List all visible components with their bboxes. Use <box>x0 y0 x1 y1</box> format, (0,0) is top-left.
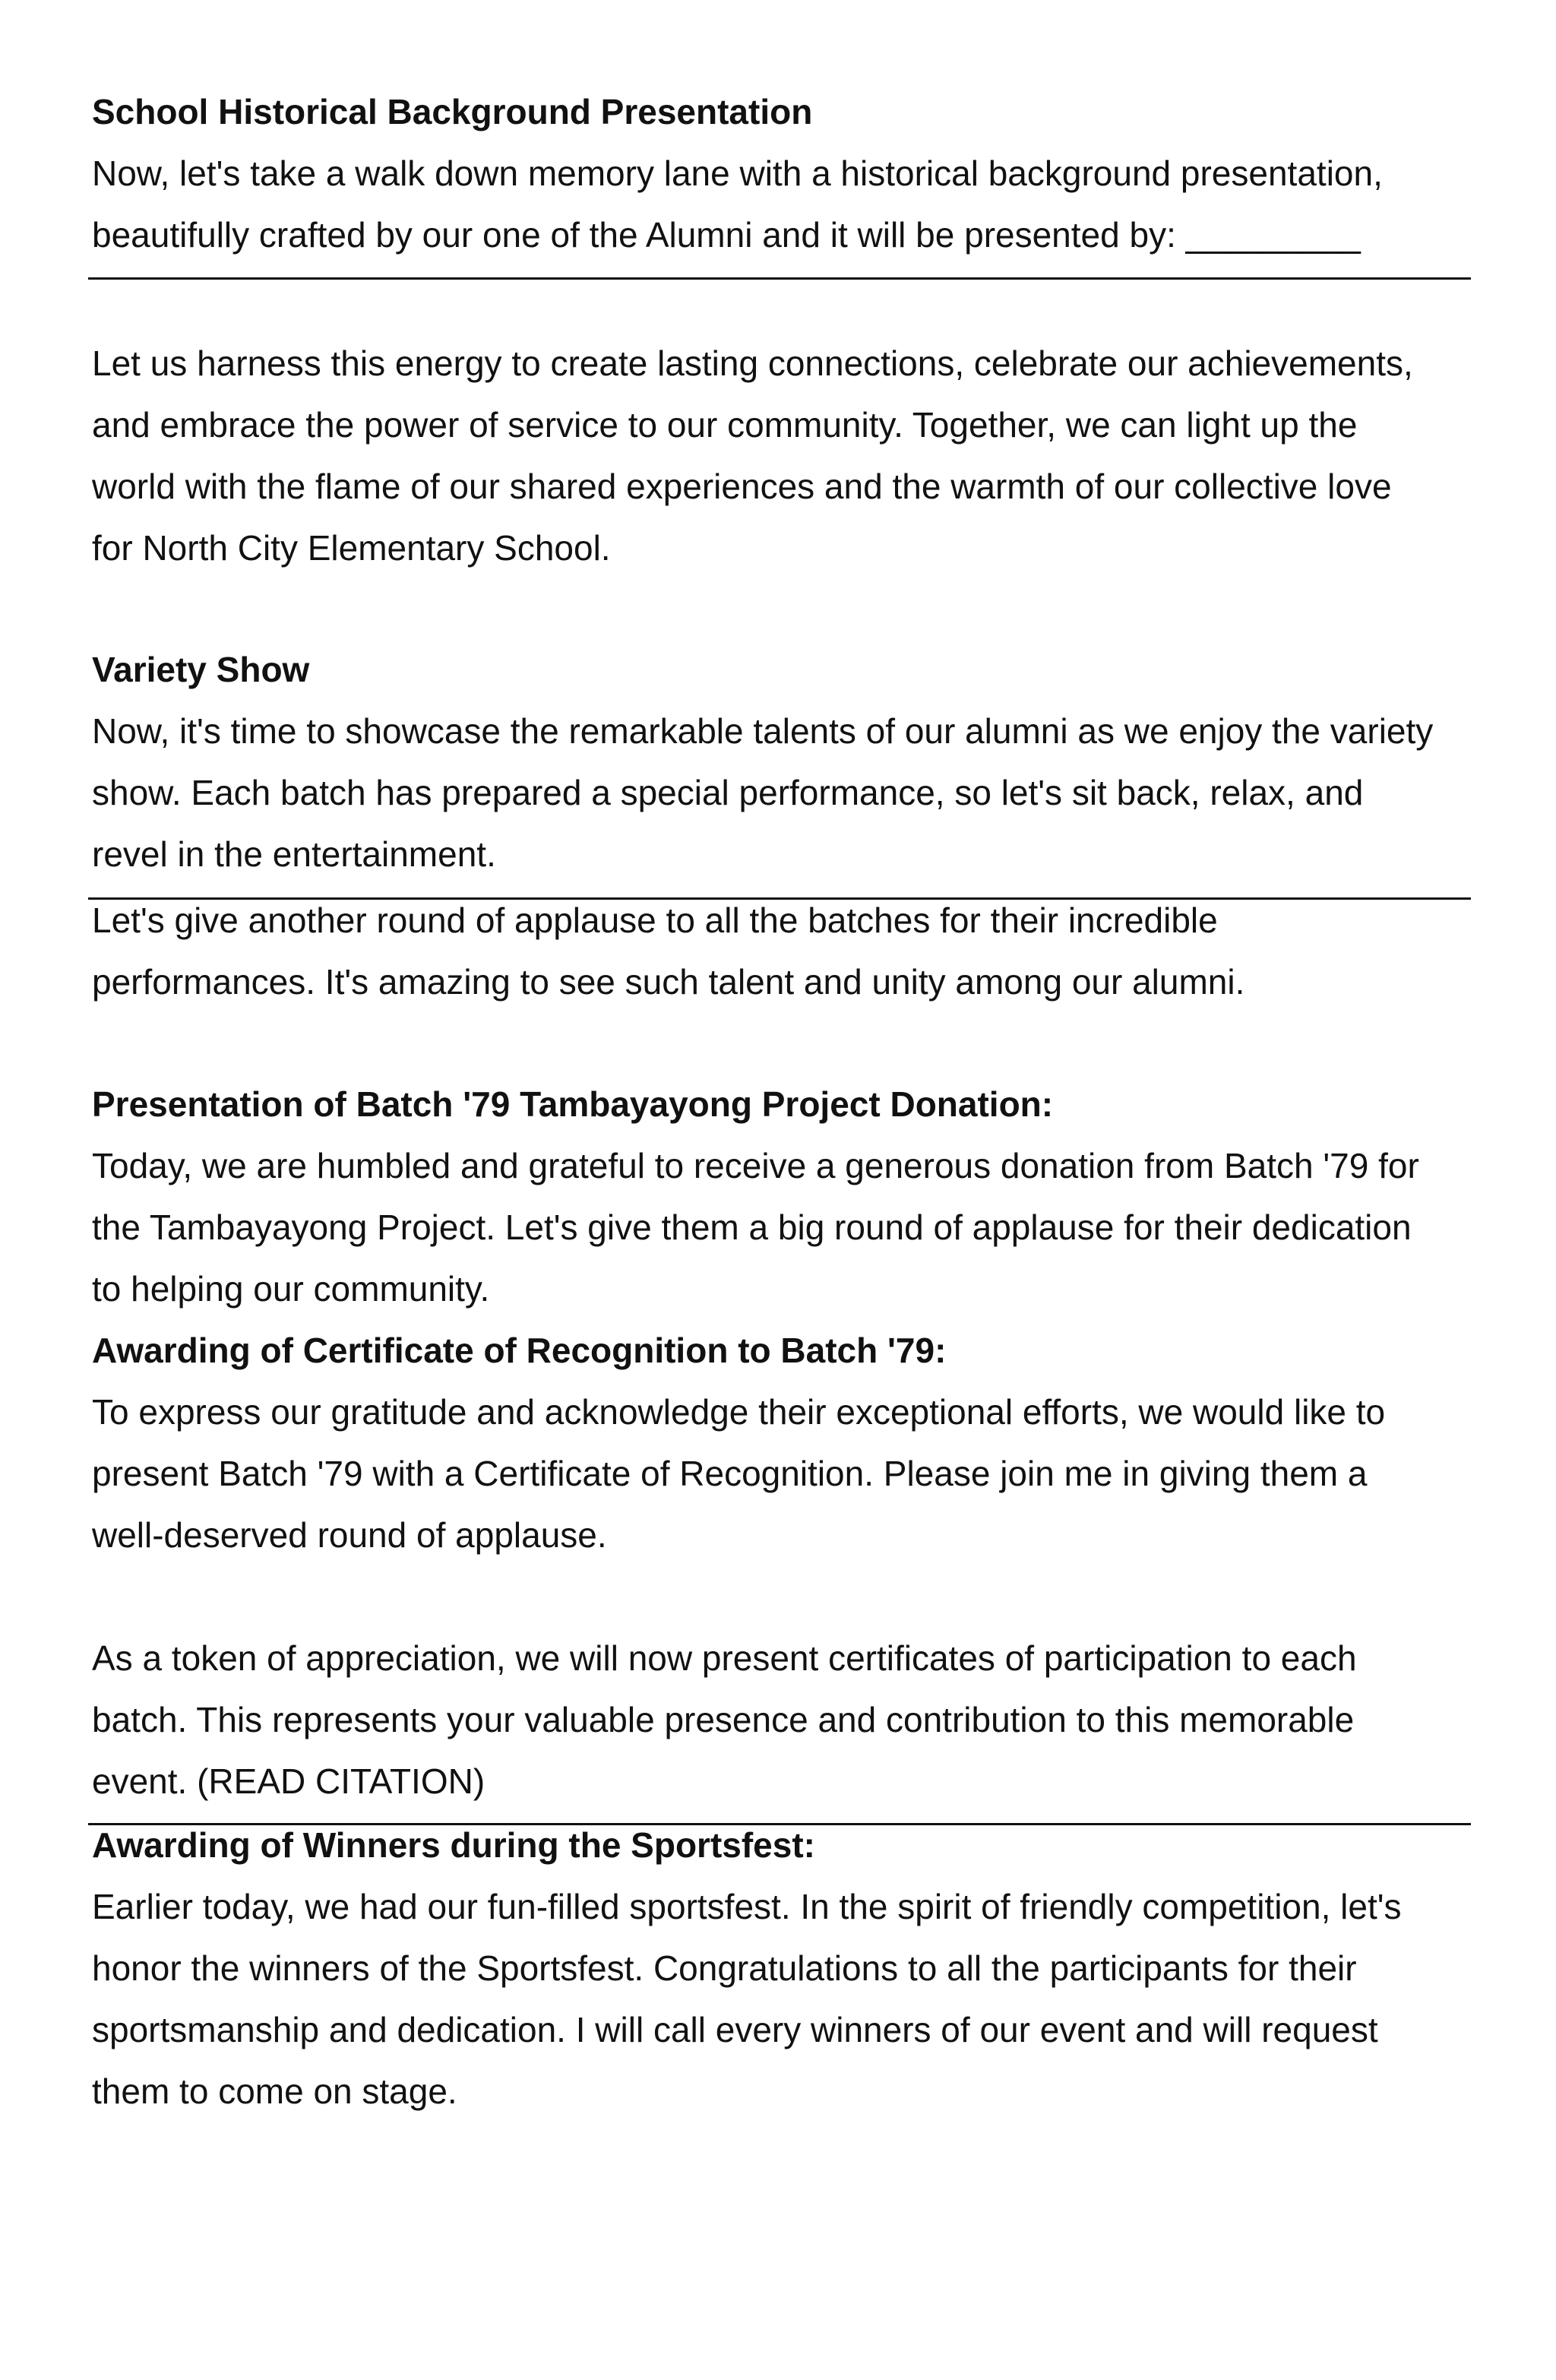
paragraph-variety-show <box>92 701 1475 885</box>
text-line: Now, it's time to showcase the remarkable talents of our alumni as we enjoy the variety <box>92 711 1434 751</box>
paragraph-sportsfest-winners <box>92 1876 1475 2122</box>
heading-batch-79-donation: Presentation of Batch '79 Tambayayong Project Donation: <box>92 1084 1054 1124</box>
text-line: show. Each batch has prepared a special performance, so let's sit back, relax, and <box>92 773 1364 812</box>
text-line: As a token of appreciation, we will now present certificates of participation to each <box>92 1638 1357 1678</box>
text-line: honor the winners of the Sportsfest. Congratulations to all the participants for their <box>92 1948 1357 1988</box>
text-line: revel in the entertainment. <box>92 834 496 874</box>
text-line: for North City Elementary School. <box>92 528 611 568</box>
text-line: Let's give another round of applause to all the batches for their incredible <box>92 900 1218 940</box>
text-line: well-deserved round of applause. <box>92 1515 607 1555</box>
heading-historical-background: School Historical Background Presentation <box>92 92 813 131</box>
text-line: Let us harness this energy to create lasting connections, celebrate our achievements, <box>92 343 1413 383</box>
heading-sportsfest-winners: Awarding of Winners during the Sportsfest: <box>92 1825 815 1865</box>
text-line: the Tambayayong Project. Let's give them a big round of applause for their dedication <box>92 1207 1412 1247</box>
paragraph-token-appreciation <box>92 1628 1475 1812</box>
text-line: beautifully crafted by our one of the Alumni and it will be presented by: _________ <box>92 215 1361 255</box>
text-line: Now, let's take a walk down memory lane with a historical background presentation, <box>92 153 1383 193</box>
text-line: world with the flame of our shared experiences and the warmth of our collective love <box>92 467 1392 506</box>
paragraph-certificate-recognition <box>92 1381 1475 1566</box>
text-line: To express our gratitude and acknowledge their exceptional efforts, we would like to <box>92 1392 1386 1432</box>
text-line: them to come on stage. <box>92 2071 457 2111</box>
paragraph-historical-background <box>92 143 1475 266</box>
text-line: sportsmanship and dedication. I will call every winners of our event and will request <box>92 2010 1378 2049</box>
text-line: Today, we are humbled and grateful to receive a generous donation from Batch '79 for <box>92 1146 1419 1185</box>
text-line: event. (READ CITATION) <box>92 1761 485 1801</box>
text-line: batch. This represents your valuable presence and contribution to this memorable <box>92 1700 1355 1739</box>
horizontal-rule <box>88 277 1471 280</box>
paragraph-batch-79-donation <box>92 1135 1475 1320</box>
text-line: present Batch '79 with a Certificate of Recognition. Please join me in giving them a <box>92 1454 1368 1493</box>
paragraph-applause-batches <box>92 890 1475 1013</box>
text-line: and embrace the power of service to our community. Together, we can light up the <box>92 405 1358 445</box>
text-line: Earlier today, we had our fun-filled sportsfest. In the spirit of friendly competition, let's <box>92 1887 1402 1926</box>
heading-certificate-recognition: Awarding of Certificate of Recognition to Batch '79: <box>92 1331 947 1370</box>
text-line: performances. It's amazing to see such talent and unity among our alumni. <box>92 962 1245 1002</box>
text-line: to helping our community. <box>92 1269 490 1309</box>
heading-variety-show: Variety Show <box>92 650 310 689</box>
paragraph-harness-energy <box>92 333 1475 579</box>
